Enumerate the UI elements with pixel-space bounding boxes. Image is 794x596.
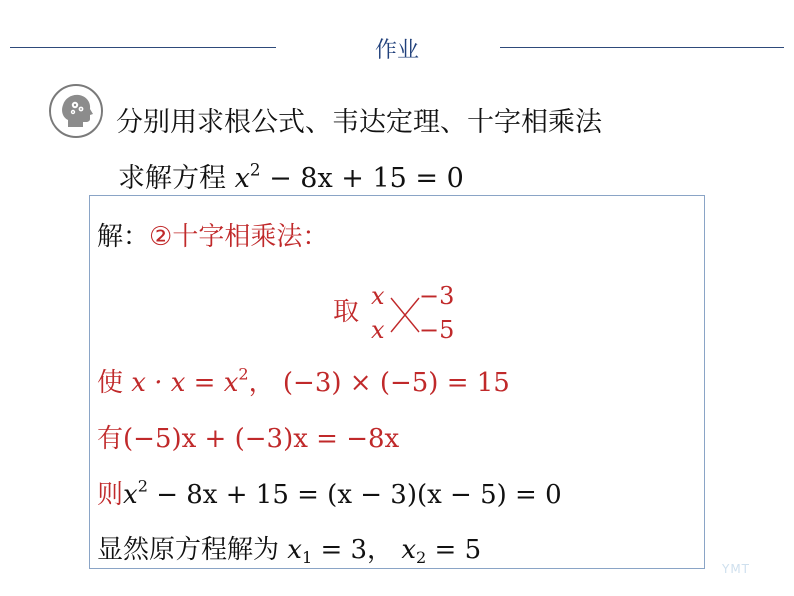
page-title: 作业 bbox=[374, 38, 419, 63]
solution-result bbox=[97, 529, 481, 566]
solution-step-then bbox=[97, 474, 562, 511]
then-label: 则 bbox=[97, 480, 124, 510]
problem-equation bbox=[234, 159, 464, 194]
cross-multiplication-diagram bbox=[333, 280, 473, 342]
eq-x: x bbox=[234, 163, 250, 194]
problem-statement-line1: 分别用求根公式、韦达定理、十字相乘法 bbox=[116, 107, 602, 138]
solution-step-have bbox=[97, 418, 399, 455]
cross-top-right: −3 bbox=[419, 282, 455, 310]
then-x: x bbox=[123, 480, 138, 510]
eq-exponent: 2 bbox=[249, 159, 261, 180]
result-label: 显然原方程解为 bbox=[97, 535, 280, 565]
have-label: 有 bbox=[97, 424, 124, 454]
solution-method: ②十字相乘法： bbox=[149, 222, 329, 252]
solution-step-use bbox=[97, 362, 510, 399]
cross-top-left: x bbox=[371, 282, 385, 310]
watermark: YMT bbox=[722, 562, 751, 576]
head-with-gears-icon bbox=[48, 83, 104, 139]
use-exponent: 2 bbox=[238, 364, 249, 384]
use-label: 使 bbox=[97, 368, 124, 398]
take-label: 取 bbox=[333, 297, 360, 327]
x2-var: x bbox=[401, 535, 416, 565]
problem-statement-line2 bbox=[118, 156, 464, 195]
x1-value: = 3， bbox=[312, 535, 402, 565]
use-expression-b: ， (−3) × (−5) = 15 bbox=[248, 368, 510, 398]
x2-subscript: 2 bbox=[416, 547, 427, 567]
x2-value: = 5 bbox=[426, 535, 482, 565]
solution-header bbox=[97, 216, 328, 253]
cross-bottom-left: x bbox=[371, 316, 385, 342]
then-expression: − 8x + 15 = (x − 3)(x − 5) = 0 bbox=[147, 480, 562, 510]
x1-var: x bbox=[287, 535, 302, 565]
x1-subscript: 1 bbox=[301, 547, 313, 567]
cross-bottom-right: −5 bbox=[419, 316, 455, 342]
eq-rest: − 8x + 15 = 0 bbox=[269, 163, 464, 194]
problem-label: 求解方程 bbox=[118, 163, 226, 194]
have-expression: (−5)x + (−3)x = −8x bbox=[123, 424, 400, 454]
solution-label: 解： bbox=[97, 222, 150, 252]
then-exponent: 2 bbox=[137, 476, 148, 496]
use-expression-a: x · x = x bbox=[131, 368, 239, 398]
